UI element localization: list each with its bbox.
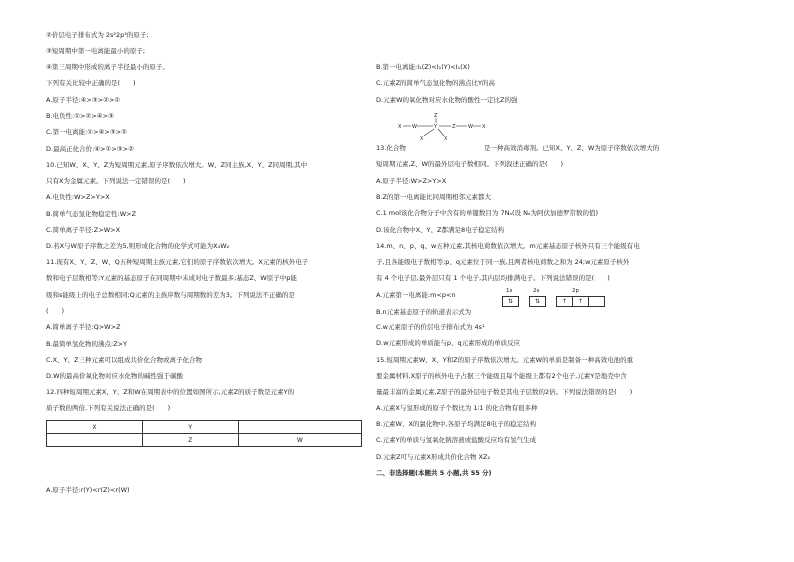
option-a: A.元素X与氢形成的原子个数比为 1∶1 的化合物有很多种	[376, 404, 538, 412]
structural-formula	[382, 111, 492, 143]
atom-label: Z	[434, 113, 438, 119]
option-c: C.1 mol该化合物分子中含有的单键数目为 7Nₐ(设 Nₐ为阿伏加德罗常数的值)	[376, 209, 599, 217]
option-a: A.原子半径:④>③>②>①	[46, 96, 121, 104]
orbital-label: 1s	[506, 288, 513, 294]
option-b: B.n元素基态原子的轨道表示式为	[376, 308, 472, 316]
orbital-box: ⇅	[529, 296, 546, 307]
cell-empty	[238, 421, 361, 434]
option-a: A.元素第一电离能:m<p<n	[376, 291, 456, 299]
orbital-box: ↑	[572, 296, 589, 307]
option-a: A.简单离子半径:Q>W>Z	[46, 323, 121, 331]
text-line: 子,且各能级电子数相等;p、q元素位于同一族,且两者核电荷数之和为 24;w元素原子核外	[376, 258, 630, 266]
text-line: 级和s能级上的电子总数相同;Q元素的主族序数与周期数的差为3。下列说法不正确的是	[46, 291, 295, 299]
option-c: C.w元素原子的价层电子排布式为 4s¹	[376, 323, 485, 331]
option-b: B.简单气态氢化物稳定性:W>Z	[46, 210, 137, 218]
text-line: 要金属材料,X原子的核外电子占据三个能级且每个能级上都有2个电子,元素Y是地壳中含	[376, 372, 627, 380]
text-line: 有 4 个电子层,最外层只有 1 个电子,其内层均排满电子。下列说法错误的是( )	[376, 274, 610, 282]
atom-label: W	[468, 124, 473, 130]
text-line: 短周期元素,Z、W的最外层电子数相同。下列叙述正确的是( )	[376, 160, 564, 168]
option-c: C.第一电离能:①>④>③>②	[46, 128, 127, 136]
text-line: ( )	[46, 307, 65, 315]
option-c: C.元素Z的简单气态氢化物的沸点比Y的高	[376, 79, 496, 87]
option-c: C.元素Y的单质与氢氧化钠溶液或盐酸反应均有氢气生成	[376, 436, 537, 444]
option-d: D.最高正化合价:④>①>③>②	[46, 145, 134, 153]
orbital-box	[588, 296, 605, 307]
option-b: B.Z的第一电离能比同周期相邻元素都大	[376, 193, 491, 201]
atom-label: X	[482, 124, 486, 130]
atom-label: W	[412, 124, 417, 130]
option-d: D.w元素形成的单质能与p、q元素形成的单质反应	[376, 339, 521, 347]
option-a: A.原子半径:r(Y)<r(Z)<r(W)	[46, 486, 130, 494]
text-line: ④第三周期中形成的离子半径最小的原子。	[46, 63, 169, 71]
option-c: C.简单离子半径:Z>W>X	[46, 226, 121, 234]
atom-label: X	[444, 136, 448, 142]
text-line: 量最丰富的金属元素,Z原子的最外层电子数是其电子层数的2倍。下列说法错误的是( )	[376, 388, 633, 396]
text-line: 下列有关比较中正确的是( )	[46, 79, 136, 87]
question-11: 11.现有X、Y、Z、W、Q五种短周期主族元素,它们的原子序数依次增大。X元素的核外电子	[46, 258, 309, 266]
section-heading: 二、非选择题(本题共 5 小题,共 55 分)	[376, 469, 492, 477]
option-b: B.最简单氢化物的沸点:Z>Y	[46, 340, 128, 348]
option-a: A.原子半径:W>Z>Y>X	[376, 177, 447, 185]
option-d: D.该化合物中X、Y、Z都满足8电子稳定结构	[376, 226, 505, 234]
option-b: B.第一电离能:I₁(Z)<I₁(Y)<I₁(X)	[376, 63, 470, 71]
orbital-box: ⇅	[502, 296, 519, 307]
text-line: 数和电子层数相等;Y元素的基态原子在同周期中未成对电子数最多;基态Z、W原子中p能	[46, 274, 297, 282]
cell-z: Z	[142, 434, 238, 447]
option-b: B.元素W、X的氯化物中,各原子均满足8电子的稳定结构	[376, 420, 537, 428]
question-12: 12.四种短周期元素X、Y、Z和W在周期表中的位置如图所示,元素Z的质子数是元素Y的	[46, 388, 295, 396]
atom-label: X	[398, 124, 402, 130]
text-fragment: 是一种高效消毒剂。已知X、Y、Z、W为原子序数依次增大的	[484, 144, 660, 152]
option-d: D.元素Z可与元素X形成共价化合物 XZ₂	[376, 453, 491, 461]
option-b: B.电负性:①>②>④>③	[46, 112, 114, 120]
orbital-label: 2s	[533, 288, 540, 294]
question-15: 15.短周期元素W、X、Y和Z的原子序数依次增大。元素W的单质是制备一种高效电池的重	[376, 356, 634, 364]
option-a: A.电负性:W>Z>Y>X	[46, 193, 110, 201]
cell-y: Y	[142, 421, 238, 434]
question-13	[376, 144, 659, 153]
cell-empty	[47, 434, 143, 447]
periodic-table-fragment	[46, 420, 362, 447]
question-10: 10.已知W、X、Y、Z为短周期元素,原子序数依次增大。W、Z同主族,X、Y、Z同周期,其中	[46, 161, 308, 169]
cell-w: W	[238, 434, 361, 447]
orbital-label: 2p	[572, 288, 579, 294]
option-d: D.W的最高价氧化物对应水化物的碱性强于碳酸	[46, 372, 183, 380]
option-c: C.X、Y、Z三种元素可以组成共价化合物或离子化合物	[46, 356, 202, 364]
text-line: ②价层电子排布式为 2s²2p³的原子;	[46, 31, 149, 39]
atom-label: Z	[452, 124, 456, 130]
orbital-box: ↑	[556, 296, 573, 307]
text-line: ③短周期中第一电离能最小的原子;	[46, 47, 146, 55]
text-line: 只有X为金属元素。下列说法一定错误的是( )	[46, 177, 186, 185]
atom-label: Y	[434, 124, 438, 130]
text-line: 质子数的两倍,下列有关说法正确的是( )	[46, 404, 171, 412]
option-d: D.元素W的氧化物对应水化物的酸性一定比Z的强	[376, 96, 518, 104]
atom-label: X	[420, 136, 424, 142]
question-14: 14.m、n、p、q、w五种元素,其核电荷数依次增大。m元素基态原子核外只有三个能级有电	[376, 242, 640, 250]
cell-x: X	[47, 421, 143, 434]
option-d: D.若X与W原子序数之差为5,则形成化合物的化学式可能为X₃W₂	[46, 242, 230, 250]
text-fragment: 13.化合物	[376, 144, 406, 152]
